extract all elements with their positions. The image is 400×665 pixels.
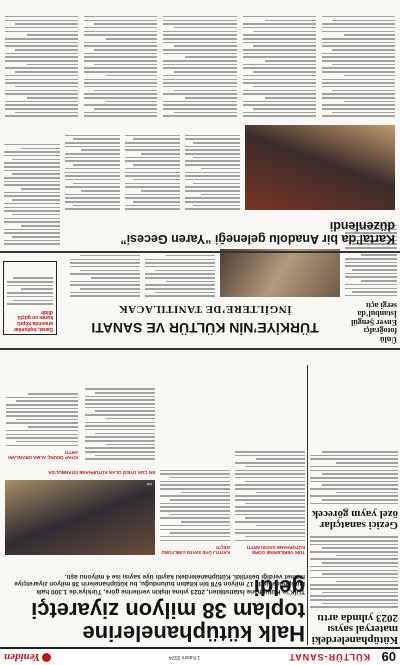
- story3-column-c: [65, 133, 120, 210]
- sidebar-headline-3: Ünlü fotoğrafçı Enver Şengül İstanbul’da sergi açtı: [351, 301, 397, 344]
- story3-body-bottom: [5, 14, 395, 117]
- page-number: 09: [381, 649, 396, 664]
- story2-column-b: [70, 253, 140, 297]
- column-caption-a: TÜİK VERİLERİNE GÖRE KÜTÜPHANE SAYISI ARTTI: [246, 544, 305, 555]
- logo-text: Yeniden: [4, 651, 41, 663]
- sidebar-column: [310, 385, 398, 645]
- logo-icon: [42, 653, 51, 662]
- page-header: [0, 647, 400, 665]
- story3-column-a: [185, 133, 240, 210]
- column-rule: [307, 365, 308, 645]
- lead-column-d: [6, 391, 78, 460]
- column-caption-b: KAYITLI ÜYE SAYISI 4 MİLYONU GEÇTİ: [161, 544, 230, 555]
- section-rule: [0, 349, 400, 351]
- story2-photo: [220, 249, 340, 297]
- story3-column-b: [125, 133, 180, 210]
- lead-headline: Halk kütüphanelerine toplam 38 milyon ziyaretçi geldi: [31, 575, 305, 646]
- section-title: KÜLTÜR-SANAT: [288, 652, 370, 662]
- lead-column-b: [160, 467, 230, 555]
- sidebar-headline-2: Gezici sanatçılar özel yayın görecek: [312, 508, 398, 532]
- lead-photo: [5, 480, 155, 555]
- newspaper-logo: [4, 651, 51, 663]
- sidebar-body-2: [310, 451, 398, 504]
- sidebar-body: [310, 536, 398, 608]
- lead-column-c: [85, 386, 155, 460]
- story3-column-d: [4, 142, 60, 245]
- story2-subhead: İNGİLTERE’DE TANITILACAK: [118, 303, 292, 315]
- story3-photo: [245, 125, 395, 210]
- story2-quote: Sanat, toplumlar arasında köprü kuran en güçlü dildir: [13, 308, 53, 332]
- story2-column-a: [145, 253, 215, 297]
- story2-quote-box: [3, 261, 57, 335]
- section-rule-2: [0, 252, 400, 254]
- story2-headline: TÜRKİYE’NİN KÜLTÜR VE SANATI: [91, 320, 319, 336]
- sidebar-headline: Kütüphanelerdeki materyal sayısı 2023 yılında arttı: [311, 612, 398, 646]
- lead-column-a: [235, 449, 305, 555]
- story3-headline: Kartal’da bir Anadolu geleneği “Yaren Gecesi” düzenlendi: [120, 219, 395, 246]
- photo-credit: AA: [146, 482, 152, 487]
- column-caption-d: KİTAP ÖDÜNÇ ALMA ORANLARI ARTTI: [8, 449, 78, 460]
- lead-deck: TÜİK’in Kütüphane İstatistikleri, 2023 yılına ilişkin verilerine göre, Türkiye’de 1.300 halk kütüphanesinde 17 milyon 678 bin kitabın bulunduğu, bu kütüphanelerin 38 milyon ziyaretçiye hizmet verdiği belirtildi. Kütüphanelerdeki kayıtlı üye sayısı ise 4 milyonu aştı.: [14, 573, 305, 595]
- photo-caption: EN ÇOK ÜYESİ OLAN KÜTÜPHANE İSTANBUL’DA: [48, 470, 155, 475]
- issue-date: 1 Kasım 2024: [169, 654, 200, 660]
